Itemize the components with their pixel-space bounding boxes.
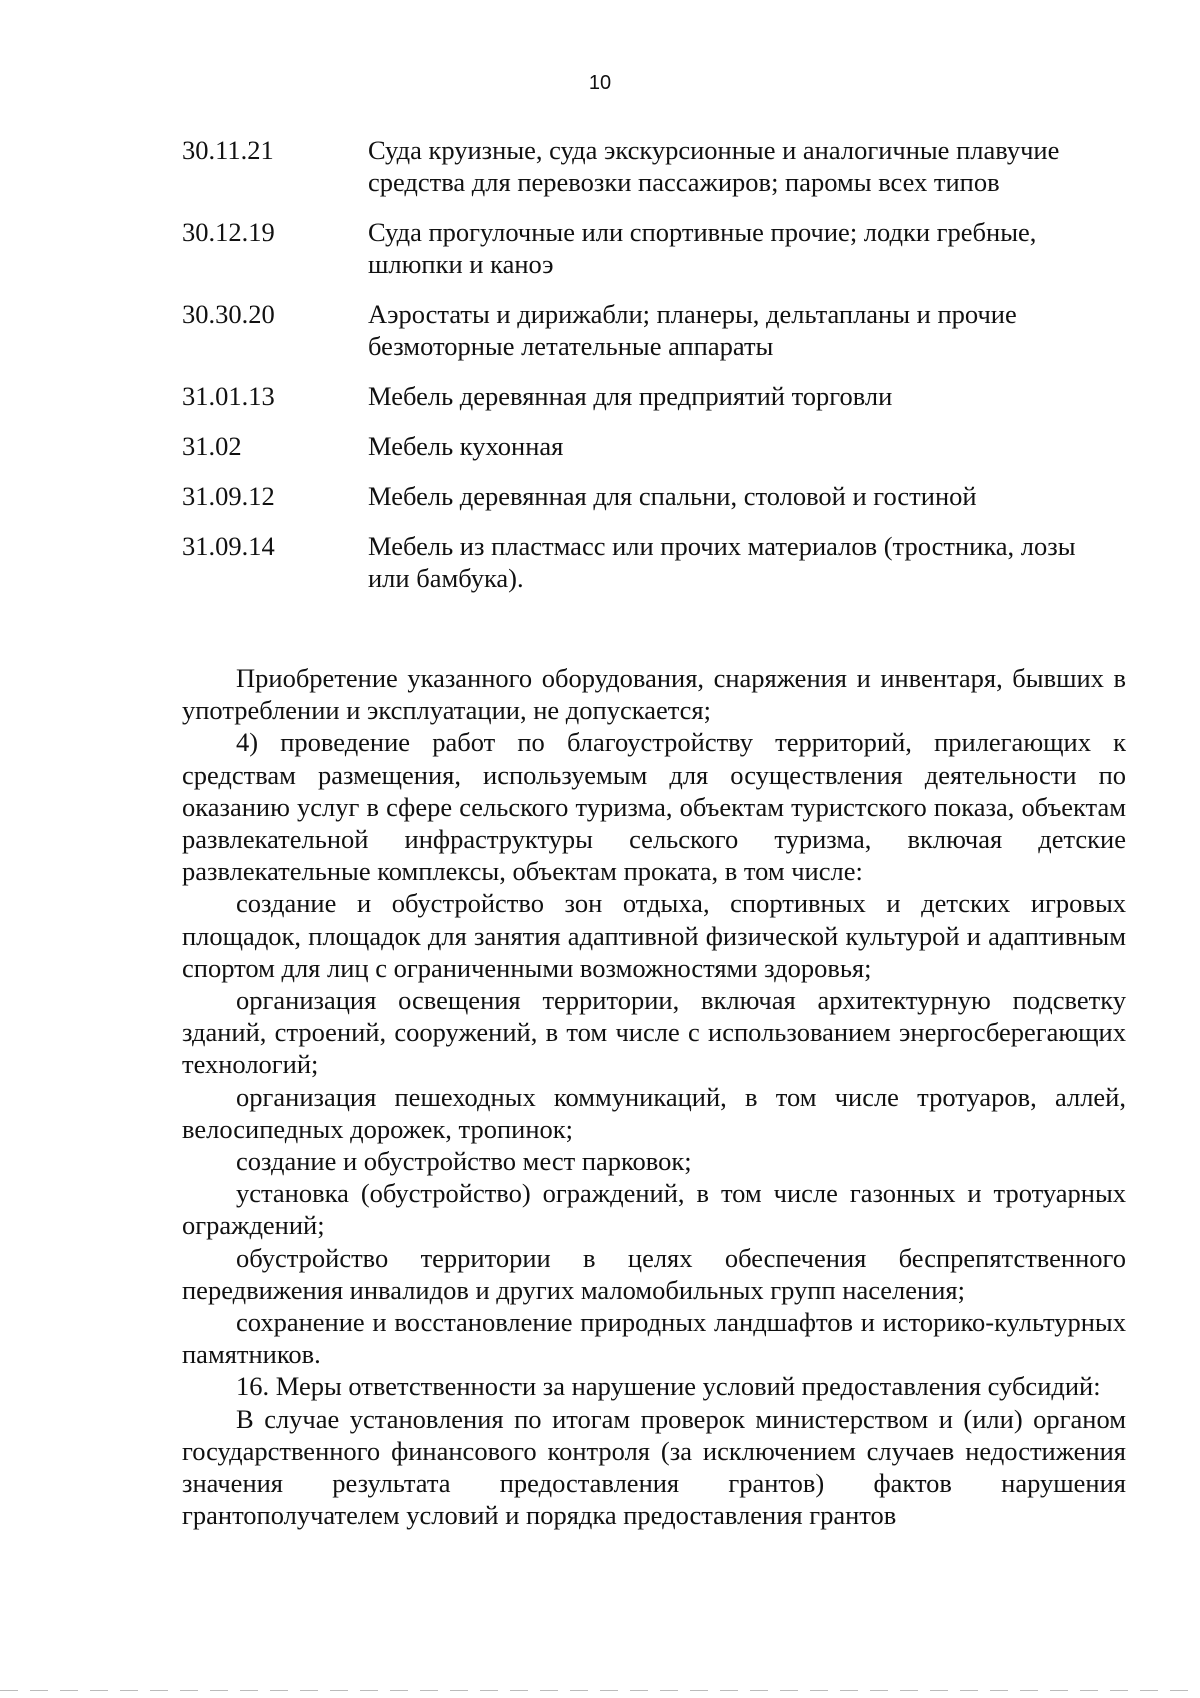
product-description: Суда круизные, суда экскурсионные и аналогичные плавучие средства для перевозки пассажиров; паромы всех типов <box>368 135 1060 197</box>
code-row <box>182 530 1126 594</box>
product-code: 30.30.20 <box>182 299 275 329</box>
product-code: 31.02 <box>182 431 242 461</box>
code-row <box>182 380 1126 412</box>
product-description: Аэростаты и дирижабли; планеры, дельтапланы и прочие безмоторные летательные аппараты <box>368 299 1017 361</box>
product-code: 31.01.13 <box>182 381 275 411</box>
product-description: Мебель деревянная для предприятий торговли <box>368 381 893 411</box>
product-codes-table <box>182 134 1126 612</box>
body-text <box>182 662 1126 1531</box>
code-row <box>182 480 1126 512</box>
product-description: Мебель из пластмасс или прочих материалов (тростника, лозы или бамбука). <box>368 531 1076 593</box>
product-description: Мебель деревянная для спальни, столовой и гостиной <box>368 481 977 511</box>
product-code: 31.09.12 <box>182 481 275 511</box>
paragraph: сохранение и восстановление природных ландшафтов и историко-культурных памятников. <box>182 1307 1126 1370</box>
product-description: Суда прогулочные или спортивные прочие; лодки гребные, шлюпки и каноэ <box>368 217 1037 279</box>
product-code: 30.12.19 <box>182 217 275 247</box>
paragraph: В случае установления по итогам проверок министерством и (или) органом государственного финансового контроля (за исключением случаев недостижения значения результата предоставления грантов) фактов нарушения грантополучателем условий и порядка предоставления грантов <box>182 1403 1126 1531</box>
code-row <box>182 430 1126 462</box>
product-code: 30.11.21 <box>182 135 274 165</box>
section-heading: 16. Меры ответственности за нарушение условий предоставления субсидий: <box>236 1371 1101 1402</box>
code-row <box>182 134 1126 198</box>
code-row <box>182 216 1126 280</box>
paragraph: организация пешеходных коммуникаций, в том числе тротуаров, аллей, велосипедных дорожек, тропинок; <box>182 1081 1126 1144</box>
scan-artifact-line <box>0 1690 1200 1691</box>
paragraph: 4) проведение работ по благоустройству территорий, прилегающих к средствам размещения, используемым для осуществления деятельности по оказанию услуг в сфере сельского туризма, объектам туристского показа, объектам развлекательной инфраструктуры сельского туризма, включая детские развлекательные комплексы, объектам проката, в том числе: <box>182 727 1126 887</box>
page-number: 10 <box>588 72 612 94</box>
paragraph: организация освещения территории, включая архитектурную подсветку зданий, строений, сооружений, в том числе с использованием энергосберегающих технологий; <box>182 985 1126 1080</box>
paragraph: обустройство территории в целях обеспечения беспрепятственного передвижения инвалидов и других маломобильных групп населения; <box>182 1242 1126 1305</box>
product-description: Мебель кухонная <box>368 431 564 461</box>
paragraph: установка (обустройство) ограждений, в том числе газонных и тротуарных ограждений; <box>182 1178 1126 1241</box>
paragraph: создание и обустройство зон отдыха, спортивных и детских игровых площадок, площадок для занятия адаптивной физической культурой и адаптивным спортом для лиц с ограниченными возможностями здоровья; <box>182 888 1126 983</box>
product-code: 31.09.14 <box>182 531 275 561</box>
code-row <box>182 298 1126 362</box>
paragraph: создание и обустройство мест парковок; <box>236 1146 692 1177</box>
paragraph: Приобретение указанного оборудования, снаряжения и инвентаря, бывших в употреблении и эксплуатации, не допускается; <box>182 663 1126 726</box>
